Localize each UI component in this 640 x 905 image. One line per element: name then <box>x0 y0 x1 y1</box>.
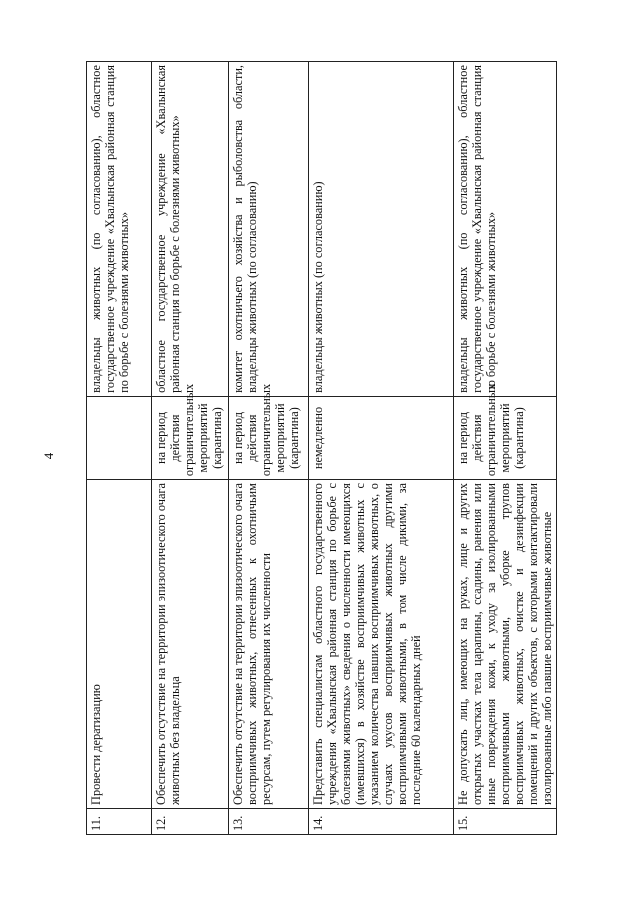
table-row <box>229 62 309 835</box>
row-number: 13. <box>229 808 309 834</box>
table-row <box>309 62 454 835</box>
event-cell: Представить специалистам областного государственного учреждения «Хвалынская районная станция по борьбе с болезнями животных» сведения о численности имеющихся (имевшихся) в хозяйстве восприимчивых животных с указанием количества павших восприимчивых животных, о случаях укусов восприимчивых животных другими восприимчивыми животными, в том числе дикими, за последние 60 календарных дней <box>309 480 454 809</box>
event-cell: Обеспечить отсутствие на территории эпизоотического очага животных без владельца <box>152 480 229 809</box>
table-row <box>87 62 152 835</box>
table-row <box>454 62 557 835</box>
row-number: 12. <box>152 808 229 834</box>
row-number: 15. <box>454 808 557 834</box>
event-cell: Провести дератизацию <box>87 480 152 809</box>
event-cell: Не допускать лиц, имеющих на руках, лице и других открытых участках тела царапины, ссадины, ранения или иные повреждения кожи, к уходу за изолированными восприимчивыми животными, уборке трупов восприимчивых животных, очистке и дезинфекции помещений и других объектов, с которыми контактировали изолированные либо павшие восприимчивые животные <box>454 480 557 809</box>
responsible-cell: владельцы животных (по согласованию), областное государственное учреждение «Хвалынская районная станция по борьбе с болезнями животных» <box>87 62 152 397</box>
page-number: 4 <box>41 452 56 460</box>
event-cell: Обеспечить отсутствие на территории эпизоотического очага восприимчивых животных, отнесенных к охотничьим ресурсам, путем регулирования их численности <box>229 480 309 809</box>
table-row <box>152 62 229 835</box>
row-number: 14. <box>309 808 454 834</box>
row-number: 11. <box>87 808 152 834</box>
responsible-cell: комитет охотничьего хозяйства и рыболовства области, владельцы животных (по согласованию) <box>229 62 309 397</box>
term-cell: на период действия ограничительных мероприятий (карантина) <box>454 396 557 479</box>
measures-table <box>86 61 557 835</box>
table-frame <box>86 61 554 835</box>
responsible-cell: владельцы животных (по согласованию), областное государственное учреждение «Хвалынская районная станция по борьбе с болезнями животных» <box>454 62 557 397</box>
term-cell: на период действия ограничительных мероприятий (карантина) <box>229 396 309 479</box>
term-cell <box>87 396 152 479</box>
term-cell: на период действия ограничительных мероприятий (карантина) <box>152 396 229 479</box>
responsible-cell: областное государственное учреждение «Хвалынская районная станция по борьбе с болезнями животных» <box>152 62 229 397</box>
term-cell: немедленно <box>309 396 454 479</box>
responsible-cell: владельцы животных (по согласованию) <box>309 62 454 397</box>
